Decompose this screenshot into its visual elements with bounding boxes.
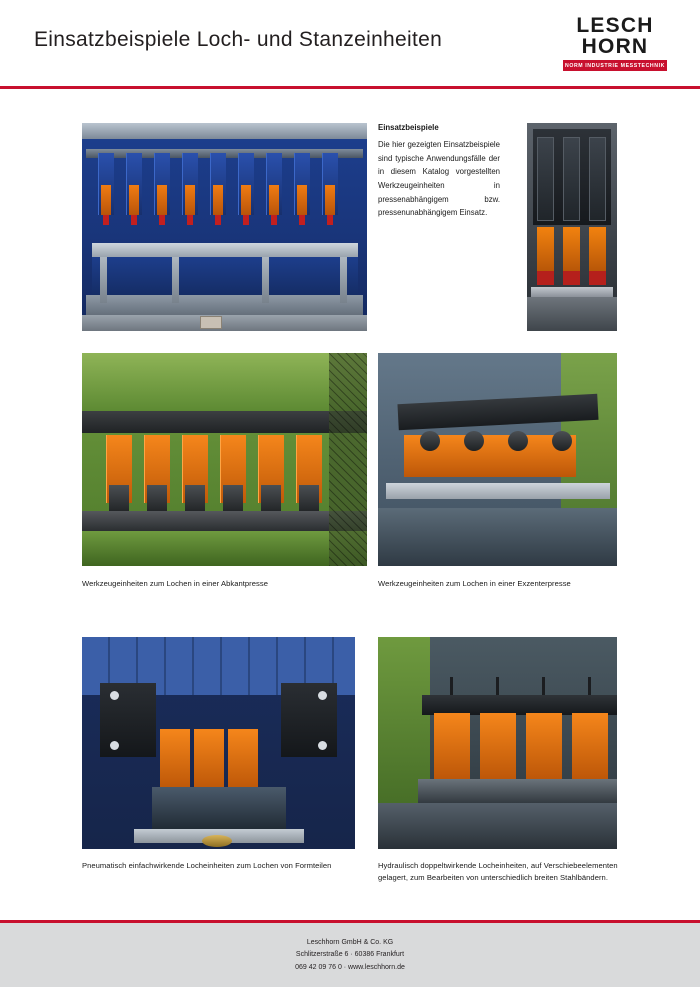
photo1-cylinder (325, 185, 335, 215)
company-logo (560, 12, 670, 74)
photo3-tool-block (185, 485, 205, 511)
photo6-punch-unit (480, 713, 516, 779)
photo1-tip (299, 215, 305, 225)
photo3-lower-beam (82, 511, 367, 531)
photo4-roller (420, 431, 440, 451)
photo2-column (589, 137, 606, 221)
photo1-leg (340, 257, 347, 303)
photo6-floor (378, 803, 617, 849)
intro-heading: Einsatzbeispiele (378, 123, 439, 132)
photo1-tip (103, 215, 109, 225)
photo1-cylinder (269, 185, 279, 215)
photo2-cylinder (589, 227, 606, 271)
photo4-roller (508, 431, 528, 451)
logo-line-2: HORN (581, 35, 649, 58)
photo3-tool-block (299, 485, 319, 511)
photo5-fastener (110, 741, 119, 750)
figure-pneumatisch (82, 637, 355, 849)
photo3-guard-mesh (329, 353, 367, 566)
photo5-fastener (110, 691, 119, 700)
footer-address: Schlitzerstraße 6 · 60386 Frankfurt (295, 951, 405, 959)
photo3-machine-bottom (82, 531, 367, 566)
photo5-punch-unit (160, 729, 190, 789)
logo-tagline: NORM INDUSTRIE MESSTECHNIK (564, 62, 666, 69)
logo-line-1: LESCH (576, 14, 654, 37)
photo2-floor (527, 297, 617, 331)
photo3-tool-block (147, 485, 167, 511)
photo5-block-left (100, 683, 156, 757)
photo1-leg (100, 257, 107, 303)
photo1-table (92, 243, 358, 257)
photo4-floor (378, 508, 617, 566)
photo4-roller (464, 431, 484, 451)
figure-hydraulisch (378, 637, 617, 849)
photo2-column (563, 137, 580, 221)
photo4-roller (552, 431, 572, 451)
photo3-tool-block (109, 485, 129, 511)
photo2-tip (563, 271, 580, 285)
figure-press-line (82, 123, 367, 331)
photo1-control-box (200, 316, 222, 329)
photo2-cylinder (563, 227, 580, 271)
intro-text-block (378, 123, 500, 220)
figure-tall-unit (527, 123, 617, 331)
photo1-cylinder (185, 185, 195, 215)
photo4-sheet-metal (386, 483, 610, 499)
photo1-cylinder (241, 185, 251, 215)
photo1-leg (262, 257, 269, 303)
photo3-tool-block (223, 485, 243, 511)
photo1-ceiling (82, 123, 367, 139)
photo5-fastener (318, 741, 327, 750)
figure-abkantpresse (82, 353, 367, 566)
photo5-punch-unit (228, 729, 258, 789)
photo1-cylinder (157, 185, 167, 215)
photo6-punch-unit (526, 713, 562, 779)
footer-company: Leschhorn GmbH & Co. KG (306, 939, 394, 946)
photo6-punch-unit (434, 713, 470, 779)
photo2-tip (589, 271, 606, 285)
page-header (0, 0, 700, 86)
footer-contact: 069 42 09 76 0 · www.leschhorn.de (295, 963, 405, 971)
photo1-cylinder (297, 185, 307, 215)
photo6-base (418, 779, 617, 803)
intro-body: Die hier gezeigten Einsatzbeispiele sind typische Anwendungsfälle der in diesem Katalog vorgestellten Werkzeugeinheiten in pressenabhängigem bzw. pressenunabhängigem Einsatz. (378, 140, 500, 218)
caption-exzenterpresse: Werkzeugeinheiten zum Lochen in einer Exzenterpresse (378, 579, 571, 588)
photo1-floor (82, 315, 367, 331)
photo3-upper-beam (82, 411, 367, 433)
caption-hydraulisch: Hydraulisch doppeltwirkende Locheinheiten, auf Verschiebeelementen gelagert, zum Bearbeiten von unterschiedlich breiten Stahlbändern. (378, 861, 618, 883)
photo1-leg (172, 257, 179, 303)
photo6-guide-rail (422, 695, 617, 715)
photo1-table-lower (92, 257, 358, 295)
page-title: Einsatzbeispiele Loch- und Stanzeinheiten (34, 28, 443, 51)
page-footer (0, 923, 700, 987)
photo1-cylinder (129, 185, 139, 215)
photo2-column (537, 137, 554, 221)
photo2-tip (537, 271, 554, 285)
photo1-tip (327, 215, 333, 225)
figure-exzenterpresse (378, 353, 617, 566)
photo3-tool-block (261, 485, 281, 511)
photo1-tip (215, 215, 221, 225)
photo5-block-right (281, 683, 337, 757)
photo1-tip (271, 215, 277, 225)
photo1-cylinder (213, 185, 223, 215)
logo-wordmark (576, 15, 653, 57)
photo2-cylinder (537, 227, 554, 271)
photo1-tip (243, 215, 249, 225)
photo2-plate (531, 287, 613, 297)
photo6-punch-unit (572, 713, 608, 779)
photo5-fastener (318, 691, 327, 700)
photo1-tip (187, 215, 193, 225)
footer-contact-block (0, 937, 700, 974)
logo-tagline-bar (563, 60, 667, 71)
photo5-punch-unit (194, 729, 224, 789)
caption-pneumatisch: Pneumatisch einfachwirkende Locheinheiten zum Lochen von Formteilen (82, 861, 332, 870)
photo1-cylinder (101, 185, 111, 215)
photo3-machine-top (82, 353, 367, 411)
header-divider (0, 86, 700, 89)
photo5-brass-part (202, 835, 232, 847)
photo1-tip (131, 215, 137, 225)
photo5-part-table (152, 787, 286, 833)
photo1-tip (159, 215, 165, 225)
caption-abkantpresse: Werkzeugeinheiten zum Lochen in einer Abkantpresse (82, 579, 268, 588)
